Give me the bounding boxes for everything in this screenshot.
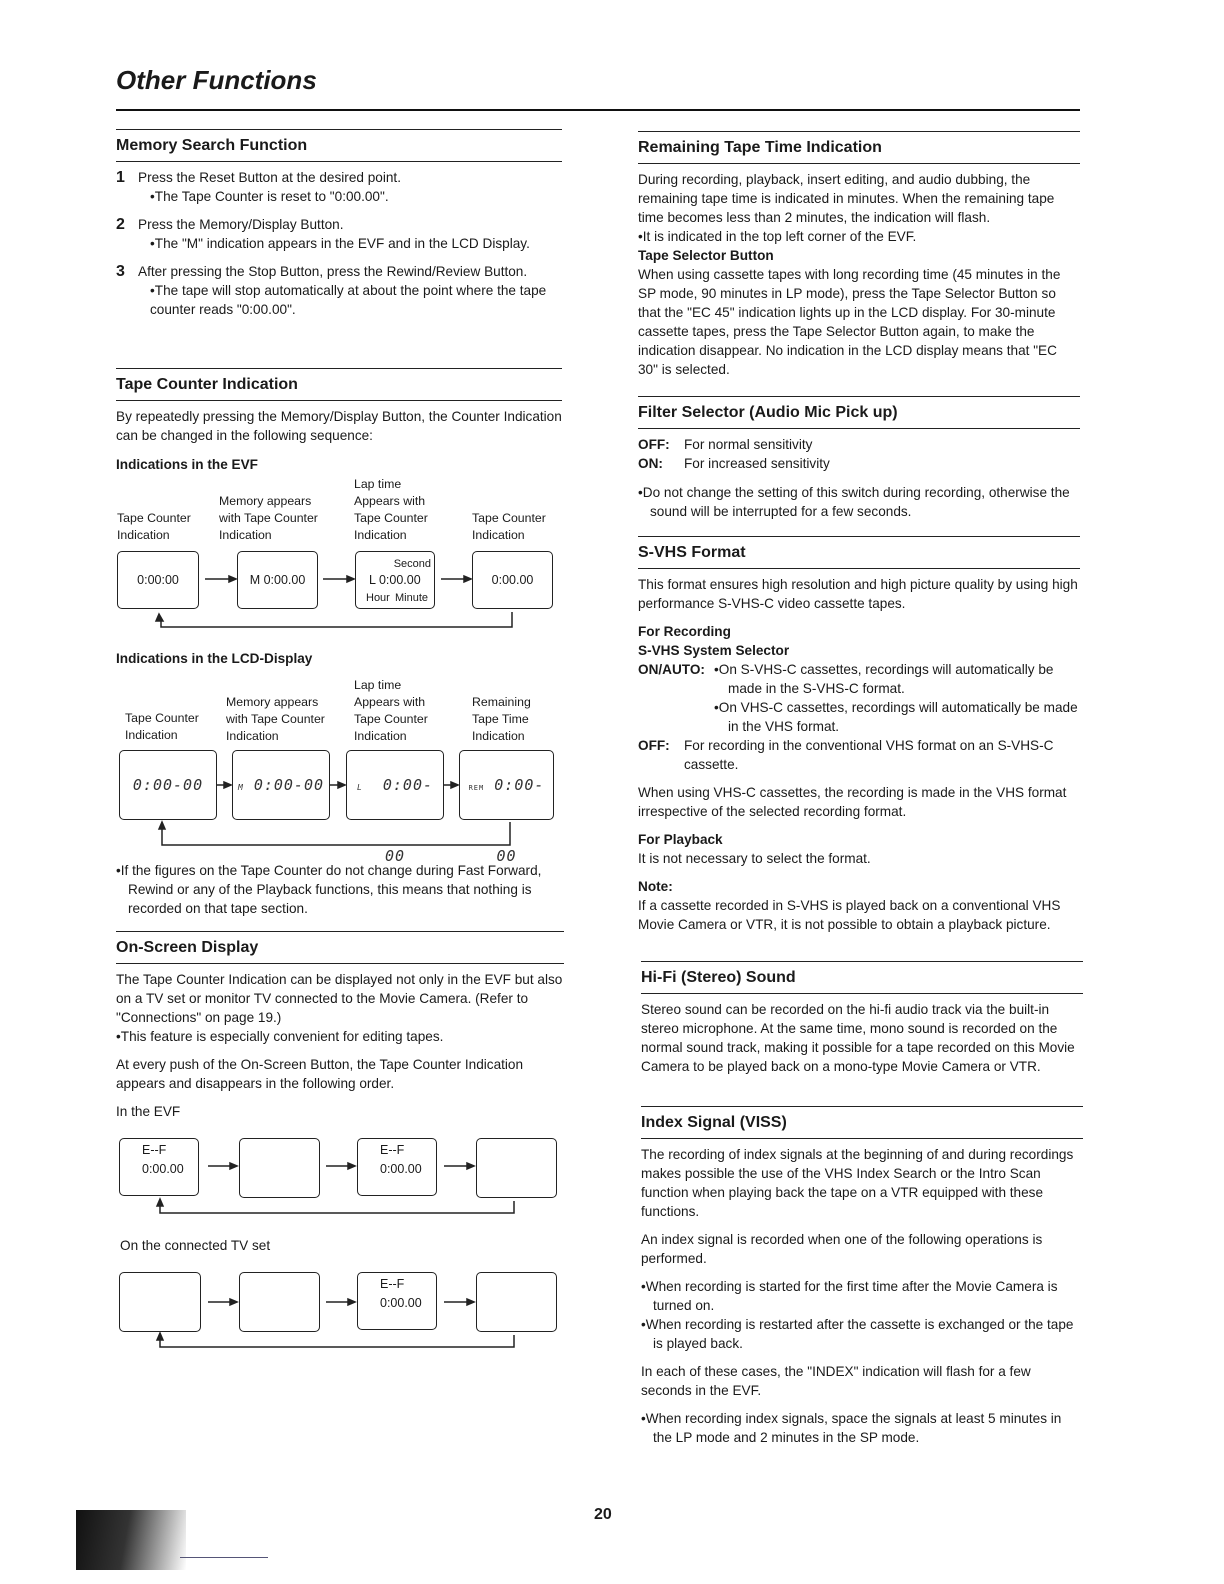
scan-line — [180, 1557, 268, 1558]
section-heading: Memory Search Function — [116, 129, 562, 162]
diagram-label: Lap time Appears with Tape Counter Indication — [354, 678, 428, 743]
ef-indicator: E--F — [380, 1143, 405, 1157]
diagram-label: Memory appears with Tape Counter Indication — [219, 494, 318, 542]
off-row — [638, 435, 1080, 454]
ef-indicator: E--F — [380, 1277, 405, 1291]
bullet: •This feature is especially convenient for editing tapes. — [116, 1029, 444, 1044]
diagram-label: Tape Counter Indication — [117, 511, 191, 542]
section-heading: S-VHS Format — [638, 536, 1080, 569]
index-signal-section — [641, 1106, 1083, 1456]
section-heading: Hi-Fi (Stereo) Sound — [641, 961, 1083, 994]
bullet: •When recording is started for the first time after the Movie Camera is turned on. — [641, 1279, 1058, 1313]
lcd-prefix: M — [237, 783, 244, 792]
paragraph: When using cassette tapes with long recording time (45 minutes in the SP mode, 90 minutes in LP mode), press the Tape Selector Button so that the "EC 45" indication lights up in the LCD display. For 30-minute cassette tapes, press the Tape Selector Button again, to make the indication disappear. No indication in the LCD display means that "EC 30" is selected. — [638, 267, 1061, 377]
remaining-tape-section — [638, 131, 1080, 388]
bullet: •When recording is restarted after the cassette is exchanged or the tape is played back. — [641, 1317, 1074, 1351]
paragraph: Stereo sound can be recorded on the hi-fi audio track via the built-in stereo microphone. At the same time, mono sound is recorded on the normal sound track, making it possible for a tape recorded on this Movie Camera to be played back on a mono-type Movie Camera or VTR. — [641, 1002, 1075, 1074]
bullet: •It is indicated in the top left corner of the EVF. — [638, 229, 917, 244]
step-note: •The tape will stop automatically at about the point where the tape counter reads "0:00.00". — [150, 283, 547, 317]
paragraph: It is not necessary to select the format. — [638, 851, 871, 866]
filter-selector-section — [638, 396, 1080, 530]
hifi-section — [641, 961, 1083, 1085]
diagram-label: Lap time Appears with Tape Counter Indication — [354, 477, 428, 542]
definition: For increased sensitivity — [684, 456, 830, 471]
evf-label: In the EVF — [116, 1104, 181, 1119]
paragraph: An index signal is recorded when one of the following operations is performed. — [641, 1232, 1043, 1266]
paragraph: During recording, playback, insert editing, and audio dubbing, the remaining tape time is indicated in minutes. When the remaining tape time becomes less than 2 minutes, the indication will flash. — [638, 172, 1055, 225]
lcd-value: 0:00-00 — [494, 776, 545, 865]
counter: 0:00.00 — [142, 1162, 184, 1176]
definition: •On VHS-C cassettes, recordings will automatically be made in the VHS format. — [714, 700, 1078, 734]
lcd-value: 0:00-00 — [382, 776, 434, 865]
term: ON: — [638, 456, 663, 471]
display-box: M 0:00.00 — [237, 551, 318, 609]
step-note: •The Tape Counter is reset to "0:00.00". — [150, 189, 389, 204]
page-title: Other Functions — [116, 65, 317, 95]
section-heading: Tape Counter Indication — [116, 368, 562, 401]
step-number: 3 — [116, 263, 125, 280]
onscreen-arrows — [0, 0, 600, 1360]
definition: For recording in the conventional VHS format on an S-VHS-C cassette. — [684, 738, 1054, 772]
lcd-prefix: REM — [468, 784, 485, 792]
bullet: •Do not change the setting of this switch during recording, otherwise the sound will be interrupted for a few seconds. — [638, 485, 1070, 519]
step-number: 1 — [116, 169, 125, 186]
ef-indicator: E--F — [142, 1143, 167, 1157]
definition: For normal sensitivity — [684, 437, 813, 452]
counter: 0:00.00 — [380, 1162, 422, 1176]
bullet: •When recording index signals, space the signals at least 5 minutes in the LP mode and 2 minutes in the SP mode. — [641, 1411, 1062, 1445]
section-heading: Index Signal (VISS) — [641, 1106, 1083, 1139]
subheading: S-VHS System Selector — [638, 643, 790, 658]
paragraph: At every push of the On-Screen Button, the Tape Counter Indication appears and disappears in the following order. — [116, 1057, 524, 1091]
page-number: 20 — [594, 1506, 612, 1523]
diagram-label: Remaining Tape Time Indication — [472, 695, 531, 743]
paragraph: When using VHS-C cassettes, the recording is made in the VHS format irrespective of the selected recording format. — [638, 785, 1067, 819]
diagram-label: Tape Counter Indication — [472, 511, 546, 542]
paragraph: The Tape Counter Indication can be displayed not only in the EVF but also on a TV set or monitor TV connected to the Movie Camera. (Refer to "Connections" on page 19.) — [116, 972, 563, 1025]
step-text: Press the Reset Button at the desired point. — [138, 170, 401, 185]
diagram-label: Memory appears with Tape Counter Indication — [226, 695, 325, 743]
on-row — [638, 454, 1080, 473]
off-row — [638, 736, 1080, 774]
display-box: 0:00.00 — [472, 551, 553, 609]
term: OFF: — [638, 437, 670, 452]
subheading: For Playback — [638, 832, 723, 847]
paragraph: This format ensures high resolution and high picture quality by using high performance S-VHS-C video cassette tapes. — [638, 577, 1078, 611]
lcd-prefix: L — [356, 783, 363, 792]
display-box: 0:00:00 — [117, 551, 199, 609]
on-auto-row — [638, 660, 1080, 736]
step-text: After pressing the Stop Button, press the Rewind/Review Button. — [138, 264, 528, 279]
definition: •On S-VHS-C cassettes, recordings will automatically be made in the S-VHS-C format. — [714, 662, 1054, 696]
paragraph: By repeatedly pressing the Memory/Display Button, the Counter Indication can be changed in the following sequence: — [116, 409, 562, 443]
section-heading: Remaining Tape Time Indication — [638, 131, 1080, 164]
second-label: Second — [393, 558, 431, 570]
note-label: Note: — [638, 879, 673, 894]
counter: 0:00.00 — [380, 1296, 422, 1310]
step-note: •The "M" indication appears in the EVF and in the LCD Display. — [150, 236, 530, 251]
term: OFF: — [638, 738, 670, 753]
section-heading: Filter Selector (Audio Mic Pick up) — [638, 396, 1080, 429]
lcd-subheading: Indications in the LCD-Display — [116, 651, 313, 666]
step-text: Press the Memory/Display Button. — [138, 217, 344, 232]
tv-label: On the connected TV set — [120, 1238, 271, 1253]
lap-counter: L 0:00.00 — [369, 573, 421, 587]
term: ON/AUTO: — [638, 662, 705, 677]
paragraph: In each of these cases, the "INDEX" indication will flash for a few seconds in the EVF. — [641, 1364, 1031, 1398]
evf-subheading: Indications in the EVF — [116, 457, 258, 472]
step-number: 2 — [116, 216, 125, 233]
subheading: For Recording — [638, 624, 731, 639]
minute-label: Minute — [395, 592, 429, 604]
section-heading: On-Screen Display — [116, 931, 564, 964]
hour-label: Hour — [366, 592, 390, 604]
paragraph: If a cassette recorded in S-VHS is played back on a conventional VHS Movie Camera or VTR, it is not possible to obtain a playback picture. — [638, 898, 1061, 932]
lcd-value: 0:00-00 — [132, 776, 204, 794]
lcd-value: 0:00-00 — [253, 776, 325, 794]
paragraph: The recording of index signals at the beginning of and during recordings makes possible the use of the VHS Index Search or the Intro Scan function when playing back the tape on a VTR equipped with these functions. — [641, 1147, 1074, 1219]
diagram-label: Tape Counter Indication — [125, 711, 199, 742]
svhs-format-section — [638, 536, 1080, 943]
note: •If the figures on the Tape Counter do not change during Fast Forward, Rewind or any of the Playback functions, this means that nothing is recorded on that tape section. — [116, 863, 542, 916]
subheading: Tape Selector Button — [638, 248, 774, 263]
scan-artifact — [76, 1510, 186, 1570]
